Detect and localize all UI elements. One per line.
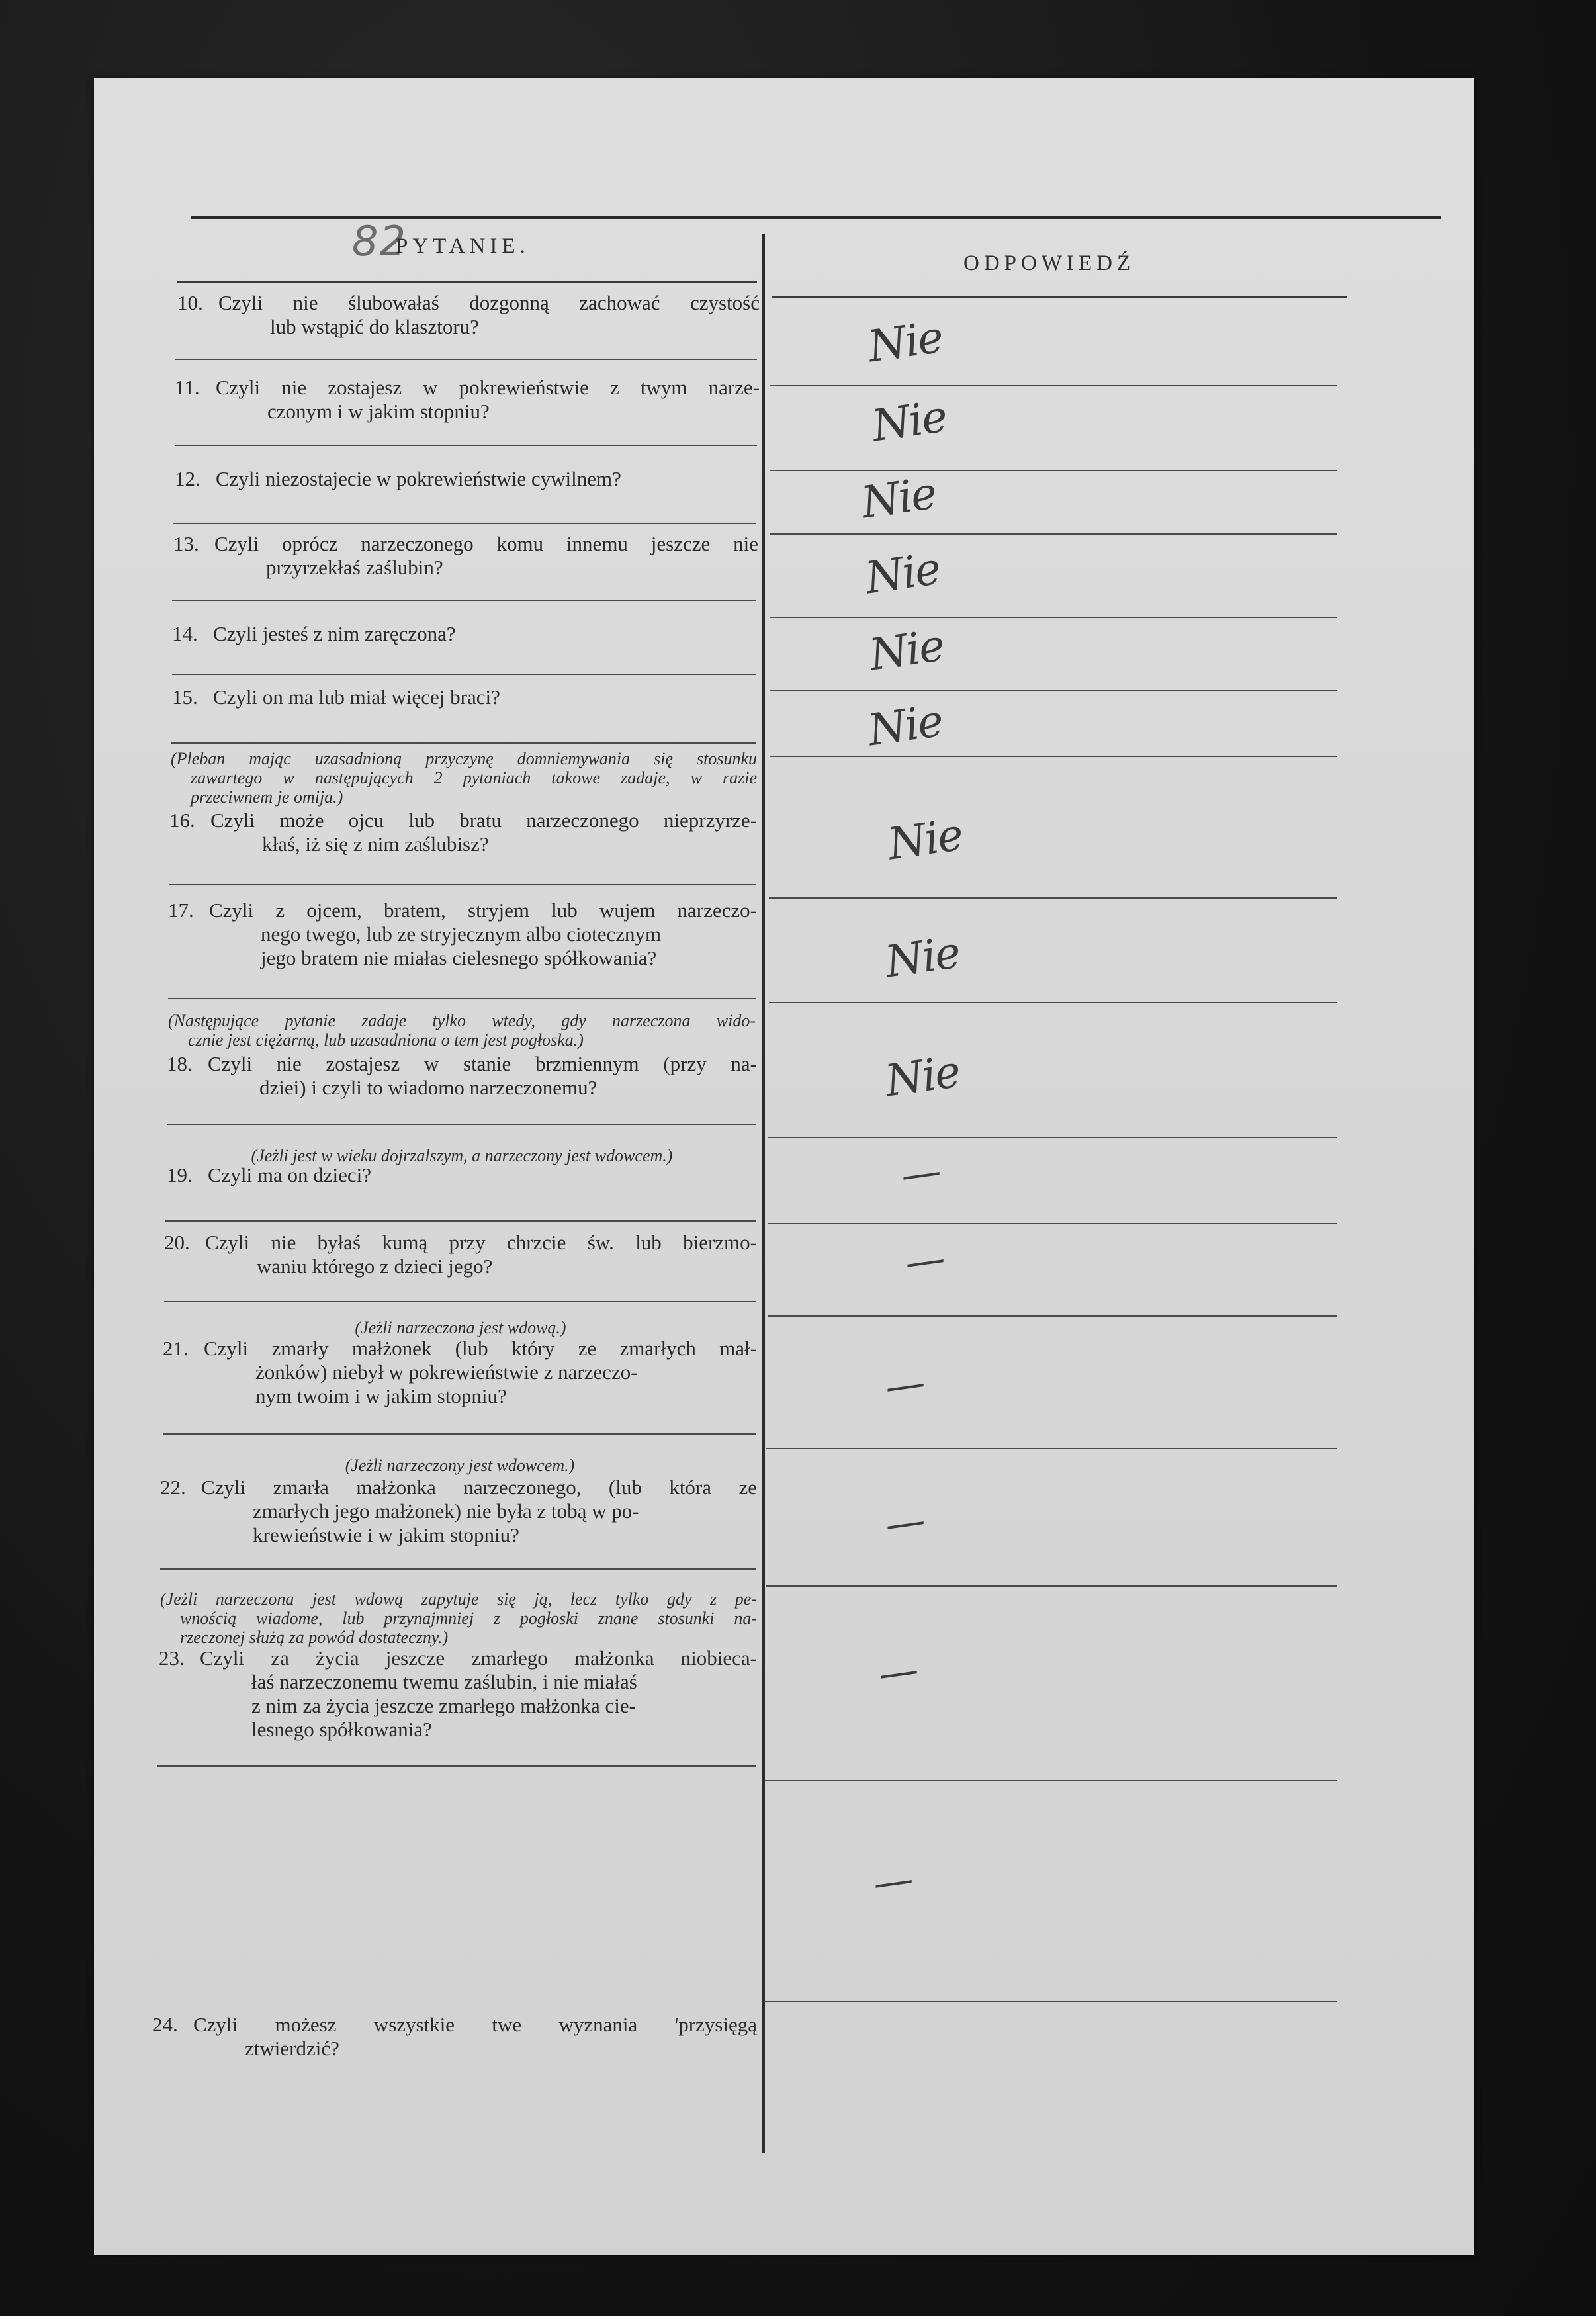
top-rule [191, 216, 1441, 219]
question-21: 21. Czyli zmarły małżonek (lub który ze zmarłych mał- żonków) niebył w pokrewieństwie z narzeczo- nym twoim i w jakim stopniu? [163, 1337, 757, 1407]
question-17: 17. Czyli z ojcem, bratem, stryjem lub wujem narzeczo- nego twego, lub ze stryjecznym albo ciotecznym jego bratem nie miałas cielesnego spółkowania? [168, 899, 757, 969]
question-13: 13. Czyli oprócz narzeczonego komu innemu jeszcze nie przyrzekłaś zaślubin? [173, 532, 758, 579]
answer-24-extra: — [870, 1855, 915, 1907]
answer-12: Nie [858, 467, 939, 529]
answer-row-rule [768, 1315, 1337, 1317]
answer-17: Nie [882, 926, 963, 988]
row-rule [168, 998, 756, 999]
answer-19: — [898, 1147, 943, 1199]
answer-row-rule [770, 470, 1337, 471]
question-14: 14. Czyli jesteś z nim zaręczona? [172, 622, 456, 645]
answer-21: — [882, 1359, 927, 1411]
answer-row-rule [766, 1585, 1337, 1587]
note-before-19: (Jeżli jest w wieku dojrzalszym, a narzeczony jest wdowcem.) [251, 1146, 673, 1165]
answer-row-rule [768, 1137, 1337, 1138]
page-number: 82 [352, 217, 407, 265]
answer-15: Nie [865, 695, 946, 756]
answer-row-rule [769, 1002, 1337, 1003]
answer-23: — [875, 1646, 920, 1698]
question-16: 16. Czyli może ojcu lub bratu narzeczonego nieprzyrze- kłaś, iż się z nim zaślubisz? [169, 809, 757, 856]
question-12: 12. Czyli niezostajecie w pokrewieństwie cywilnem? [175, 467, 621, 490]
row-rule [172, 674, 756, 675]
answer-column-header: ODPOWIEDŹ [963, 251, 1135, 275]
question-18: 18. Czyli nie zostajesz w stanie brzmiennym (przy na- dziei) i czyli to wiadomo narzeczonemu? [167, 1052, 757, 1099]
document-page [94, 78, 1474, 2255]
answer-row-rule [766, 1448, 1337, 1449]
answer-row-rule [768, 1223, 1337, 1224]
row-rule [169, 884, 756, 885]
question-20: 20. Czyli nie byłaś kumą przy chrzcie św. lub bierzmo- waniu którego z dzieci jego? [164, 1231, 757, 1278]
question-15: 15. Czyli on ma lub miał więcej braci? [172, 686, 500, 709]
row-rule [163, 1433, 756, 1435]
row-rule [165, 1220, 756, 1222]
note-before-22: (Jeżli narzeczony jest wdowcem.) [345, 1456, 575, 1475]
question-24: 24. Czyli możesz wszystkie twe wyznania 'przysięgą ztwierdzić? [152, 2013, 757, 2060]
answer-22: — [882, 1497, 927, 1548]
answer-20: — [902, 1235, 947, 1286]
question-header-rule [177, 281, 757, 283]
question-19: 19. Czyli ma on dzieci? [167, 1163, 372, 1186]
row-rule [160, 1568, 756, 1570]
answer-14: Nie [866, 619, 947, 681]
question-column-header: PYTANIE. [396, 234, 530, 258]
note-before-18: (Następujące pytanie zadaje tylko wtedy, gdy narzeczona wido- cznie jest ciężarną, lub uzasadniona o tem jest pogłoska.) [168, 1011, 756, 1049]
answer-row-rule [770, 690, 1337, 691]
answer-11: Nie [869, 390, 950, 452]
row-rule [175, 359, 757, 360]
note-before-21: (Jeżli narzeczona jest wdową.) [355, 1318, 566, 1337]
row-rule [164, 1301, 756, 1302]
question-22: 22. Czyli zmarła małżonka narzeczonego, (lub która ze zmarłych jego małżonek) nie była z tobą w po- krewieństwie i w jakim stopniu? [160, 1476, 757, 1546]
answer-row-rule [770, 385, 1337, 386]
question-23: 23. Czyli za życia jeszcze zmarłego małżonka niobieca- łaś narzeczonemu twemu zaślubin, i nie miałaś z nim za życia jeszcze zmarłego małżonka cie- lesnego spółkowania? [159, 1646, 757, 1741]
answer-row-rule [765, 1780, 1337, 1781]
column-divider [762, 234, 765, 2153]
row-rule [175, 445, 757, 446]
note-before-23: (Jeżli narzeczona jest wdową zapytuje się ją, lecz tylko gdy z pe- wnością wiadome, lub przynajmniej z pogłoski znane stosunki na- rzeczonej służą za powód dostateczny.) [160, 1589, 757, 1647]
row-rule [173, 523, 756, 524]
answer-10: Nie [865, 311, 946, 373]
answer-row-rule [770, 756, 1337, 757]
answer-row-rule [770, 533, 1337, 535]
answer-13: Nie [862, 543, 943, 604]
question-10: 10. Czyli nie ślubowałaś dozgonną zachować czystość lub wstąpić do klasztoru? [177, 291, 760, 338]
answer-row-rule [764, 2001, 1337, 2002]
answer-16: Nie [885, 809, 965, 870]
row-rule [172, 600, 756, 601]
answer-row-rule [769, 897, 1337, 899]
answer-18: Nie [882, 1046, 963, 1107]
answer-row-rule [770, 617, 1337, 618]
answer-header-rule [772, 296, 1347, 298]
row-rule [167, 1124, 756, 1125]
row-rule [171, 742, 756, 744]
row-rule [157, 1765, 756, 1767]
question-11: 11. Czyli nie zostajesz w pokrewieństwie z twym narze- czonym i w jakim stopniu? [175, 376, 760, 423]
note-before-16: (Pleban mając uzasadnioną przyczynę domniemywania się stosunku zawartego w następujących 2 pytaniach takowe zadaje, w razie przeciwnem je omija.) [171, 749, 757, 807]
